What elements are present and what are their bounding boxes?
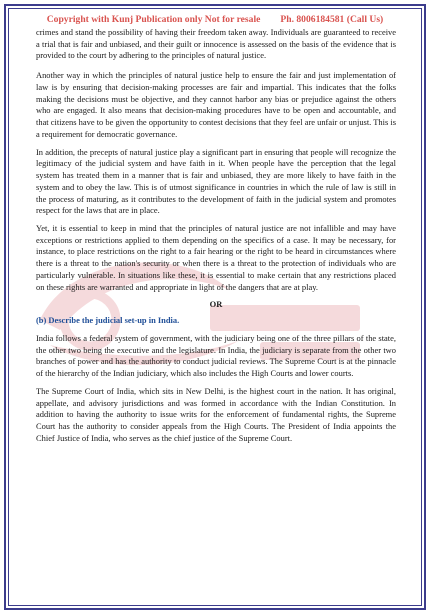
answer-paragraph: India follows a federal system of government, with the judiciary being one of the three pillars of the state, the other two being the executive and the legislature. In India, the judiciary is separate from the other two branches of power and has the authority to conduct judicial reviews. The Supreme Court is at the pinnacle of the hierarchy of the Indian judiciary, which also includes the High Courts and lower courts. (36, 332, 396, 379)
copyright-notice: Copyright with Kunj Publication only Not for resale (46, 14, 261, 25)
paragraph: In addition, the precepts of natural justice play a significant part in ensuring that people will recognize the legitimacy of the judicial system and have faith in it. When people have the perception that the legal system has treated them in a manner that is fair and unbiased, they are more likely to have faith in the system and to obey the law. This is of utmost significance in countries in which the rule of law is still in the process of maturing, as it contributes to the development of faith in the judicial system and promotes respect for the laws that are in place. (36, 146, 396, 216)
copyright-header (0, 14, 430, 25)
paragraph: Another way in which the principles of natural justice help to ensure the fair and just implementation of law is by ensuring that decision-making processes are fair and impartial. This indicates that the folks making the decisions must be objective, and they cannot harbor any bias or prejudice against the others who are engaged. It also means that decision-making procedures have to be open and accountable, and that citizens have to be given the opportunity to contest decisions that they feel are unfair or unjust. This is a requirement for democratic governance. (36, 70, 396, 139)
paragraph: Yet, it is essential to keep in mind that the principles of natural justice are not infallible and may have exceptions or restrictions applied to them depending on the specifics of a case. It may be necessary, for instance, to place restrictions on the right to a fair hearing or the right to be heard in circumstances where there is a threat to the nation's security or when there is a threat to the protection of individuals who are particularly vulnerable. In situations like these, it is essential to make certain that any restrictions placed on these rights are warranted and appropriate in light of the dangers that are at play. (36, 223, 396, 292)
question-heading: (b) Describe the judicial set-up in India. (36, 315, 180, 326)
paragraph: crimes and stand the possibility of having their freedom taken away. Individuals are guaranteed to receive a trial that is fair and unbiased, and their guilt or innocence is assessed on the basis of the evidence that is provided to the court by adhering to the principles of natural justice. (36, 27, 396, 61)
answer-paragraph: The Supreme Court of India, which sits in New Delhi, is the highest court in the nation. It has original, appellate, and advisory jurisdictions and was formed in accordance with the Indian Constitution. In addition to having the authority to issue writs for the enforcement of fundamental rights, the Supreme Court has the authority to consider appeals from the High Courts. The President of India appoints the Chief Justice of India, who serves as the chief justice of the Supreme Court. (36, 385, 396, 443)
contact-phone: Ph. 8006184581 (Call Us) (280, 14, 384, 25)
page-content (36, 27, 396, 451)
or-divider: OR (209, 299, 223, 310)
